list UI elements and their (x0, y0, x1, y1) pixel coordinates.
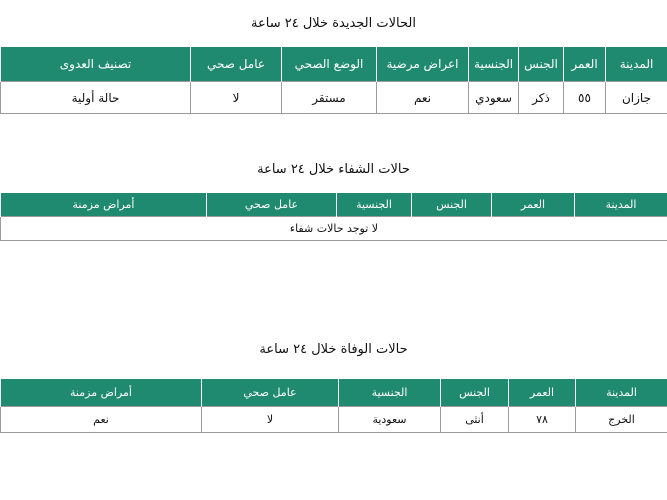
header-age: العمر (492, 193, 575, 217)
cell-nationality: سعودية (339, 407, 441, 433)
header-gender: الجنس (519, 47, 564, 82)
header-city: المدينة (606, 47, 667, 82)
empty-message: لا توجد حالات شفاء (1, 217, 667, 241)
recovery-cases-table (0, 193, 667, 241)
cell-chronic-diseases: نعم (1, 407, 202, 433)
cell-health-status: مستقر (282, 82, 377, 114)
cell-age: ٥٥ (564, 82, 606, 114)
header-health-worker: عامل صحي (202, 379, 339, 407)
header-chronic-diseases: أمراض مزمنة (1, 193, 207, 217)
header-age: العمر (509, 379, 576, 407)
cell-age: ٧٨ (509, 407, 576, 433)
cell-infection-class: حالة أولية (1, 82, 191, 114)
table-row (1, 407, 667, 433)
header-gender: الجنس (441, 379, 509, 407)
header-age: العمر (564, 47, 606, 82)
header-symptoms: اعراض مرضية (377, 47, 469, 82)
table-row (1, 217, 667, 241)
header-health-status: الوضع الصحي (282, 47, 377, 82)
cell-gender: ذكر (519, 82, 564, 114)
header-nationality: الجنسية (339, 379, 441, 407)
cell-city: الخرج (576, 407, 667, 433)
cell-health-worker: لا (191, 82, 282, 114)
cell-gender: أنثى (441, 407, 509, 433)
new-cases-table (0, 47, 667, 114)
death-cases-title: حالات الوفاة خلال ٢٤ ساعة (259, 342, 408, 357)
table-row (1, 82, 667, 114)
table-header-row (1, 379, 667, 407)
header-nationality: الجنسية (337, 193, 412, 217)
header-infection-class: تصنيف العدوى (1, 47, 191, 82)
header-health-worker: عامل صحي (191, 47, 282, 82)
death-cases-table (0, 379, 667, 433)
header-health-worker: عامل صحي (207, 193, 337, 217)
cell-nationality: سعودي (469, 82, 519, 114)
header-city: المدينة (575, 193, 667, 217)
cell-health-worker: لا (202, 407, 339, 433)
cell-symptoms: نعم (377, 82, 469, 114)
table-header-row (1, 193, 667, 217)
header-city: المدينة (576, 379, 667, 407)
cell-city: جازان (606, 82, 667, 114)
header-gender: الجنس (412, 193, 492, 217)
header-chronic-diseases: أمراض مزمنة (1, 379, 202, 407)
recovery-cases-title: حالات الشفاء خلال ٢٤ ساعة (257, 162, 410, 177)
table-header-row (1, 47, 667, 82)
new-cases-title: الحالات الجديدة خلال ٢٤ ساعة (251, 16, 416, 31)
header-nationality: الجنسية (469, 47, 519, 82)
